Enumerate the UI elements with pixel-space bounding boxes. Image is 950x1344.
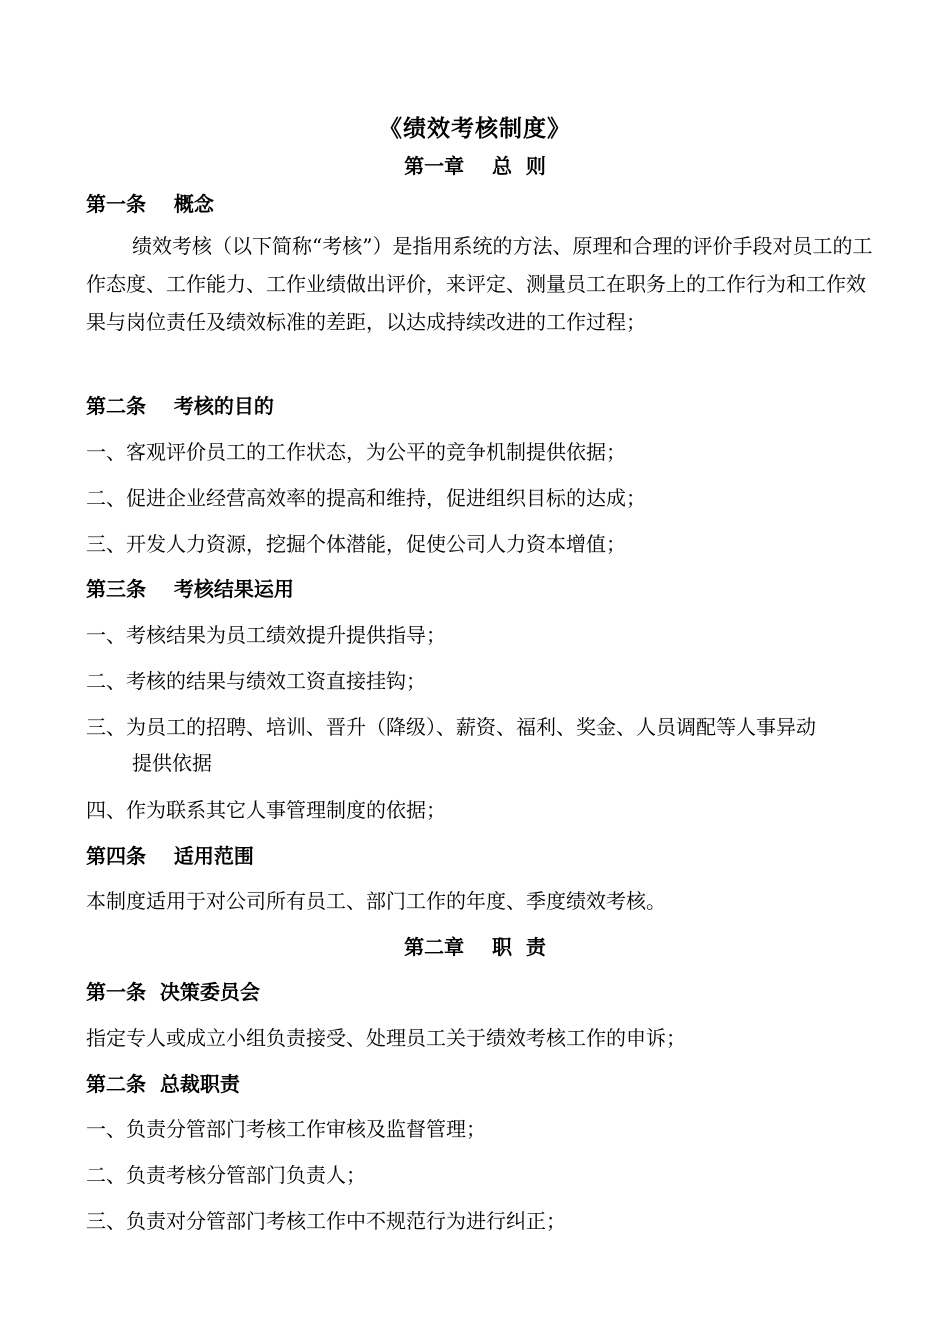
chapter-2-article-1-heading: 第一条 决策委员会 — [86, 980, 260, 1004]
chapter-1-article-4-heading: 第四条 适用范围 — [86, 844, 254, 868]
list-item: 三、开发人力资源，挖掘个体潜能，促使公司人力资本增值； — [86, 532, 626, 556]
chapter-1-article-4-body: 本制度适用于对公司所有员工、部门工作的年度、季度绩效考核。 — [86, 889, 666, 913]
document-title: 《绩效考核制度》 — [379, 115, 571, 142]
list-item-continuation: 提供依据 — [132, 751, 212, 775]
chapter-1-heading: 第一章 总 则 — [404, 154, 546, 178]
chapter-1-article-3-heading: 第三条 考核结果运用 — [86, 577, 294, 601]
chapter-2-heading: 第二章 职 责 — [404, 935, 546, 959]
list-item: 四、作为联系其它人事管理制度的依据； — [86, 798, 446, 822]
list-item: 二、考核的结果与绩效工资直接挂钩； — [86, 669, 426, 693]
list-item: 一、负责分管部门考核工作审核及监督管理； — [86, 1117, 486, 1141]
list-item: 三、为员工的招聘、培训、晋升（降级）、薪资、福利、奖金、人员调配等人事异动 — [86, 715, 816, 739]
list-item: 一、客观评价员工的工作状态，为公平的竞争机制提供依据； — [86, 440, 626, 464]
chapter-2-article-2-heading: 第二条 总裁职责 — [86, 1072, 240, 1096]
list-item: 二、促进企业经营高效率的提高和维持，促进组织目标的达成； — [86, 486, 646, 510]
chapter-1-article-2-heading: 第二条 考核的目的 — [86, 394, 274, 418]
list-item: 二、负责考核分管部门负责人； — [86, 1163, 366, 1187]
list-item: 一、考核结果为员工绩效提升提供指导； — [86, 623, 446, 647]
list-item: 三、负责对分管部门考核工作中不规范行为进行纠正； — [86, 1209, 566, 1233]
chapter-1-article-1-heading: 第一条 概念 — [86, 192, 214, 216]
chapter-1-article-1-body: 绩效考核（以下简称“考核”）是指用系统的方法、原理和合理的评价手段对员工的工作态度、工作能力、工作业绩做出评价，来评定、测量员工在职务上的工作行为和工作效果与岗位责任及绩效标准的差距，以达成持续改进的工作过程； — [86, 234, 873, 334]
chapter-2-article-1-body: 指定专人或成立小组负责接受、处理员工关于绩效考核工作的申诉； — [86, 1026, 686, 1050]
